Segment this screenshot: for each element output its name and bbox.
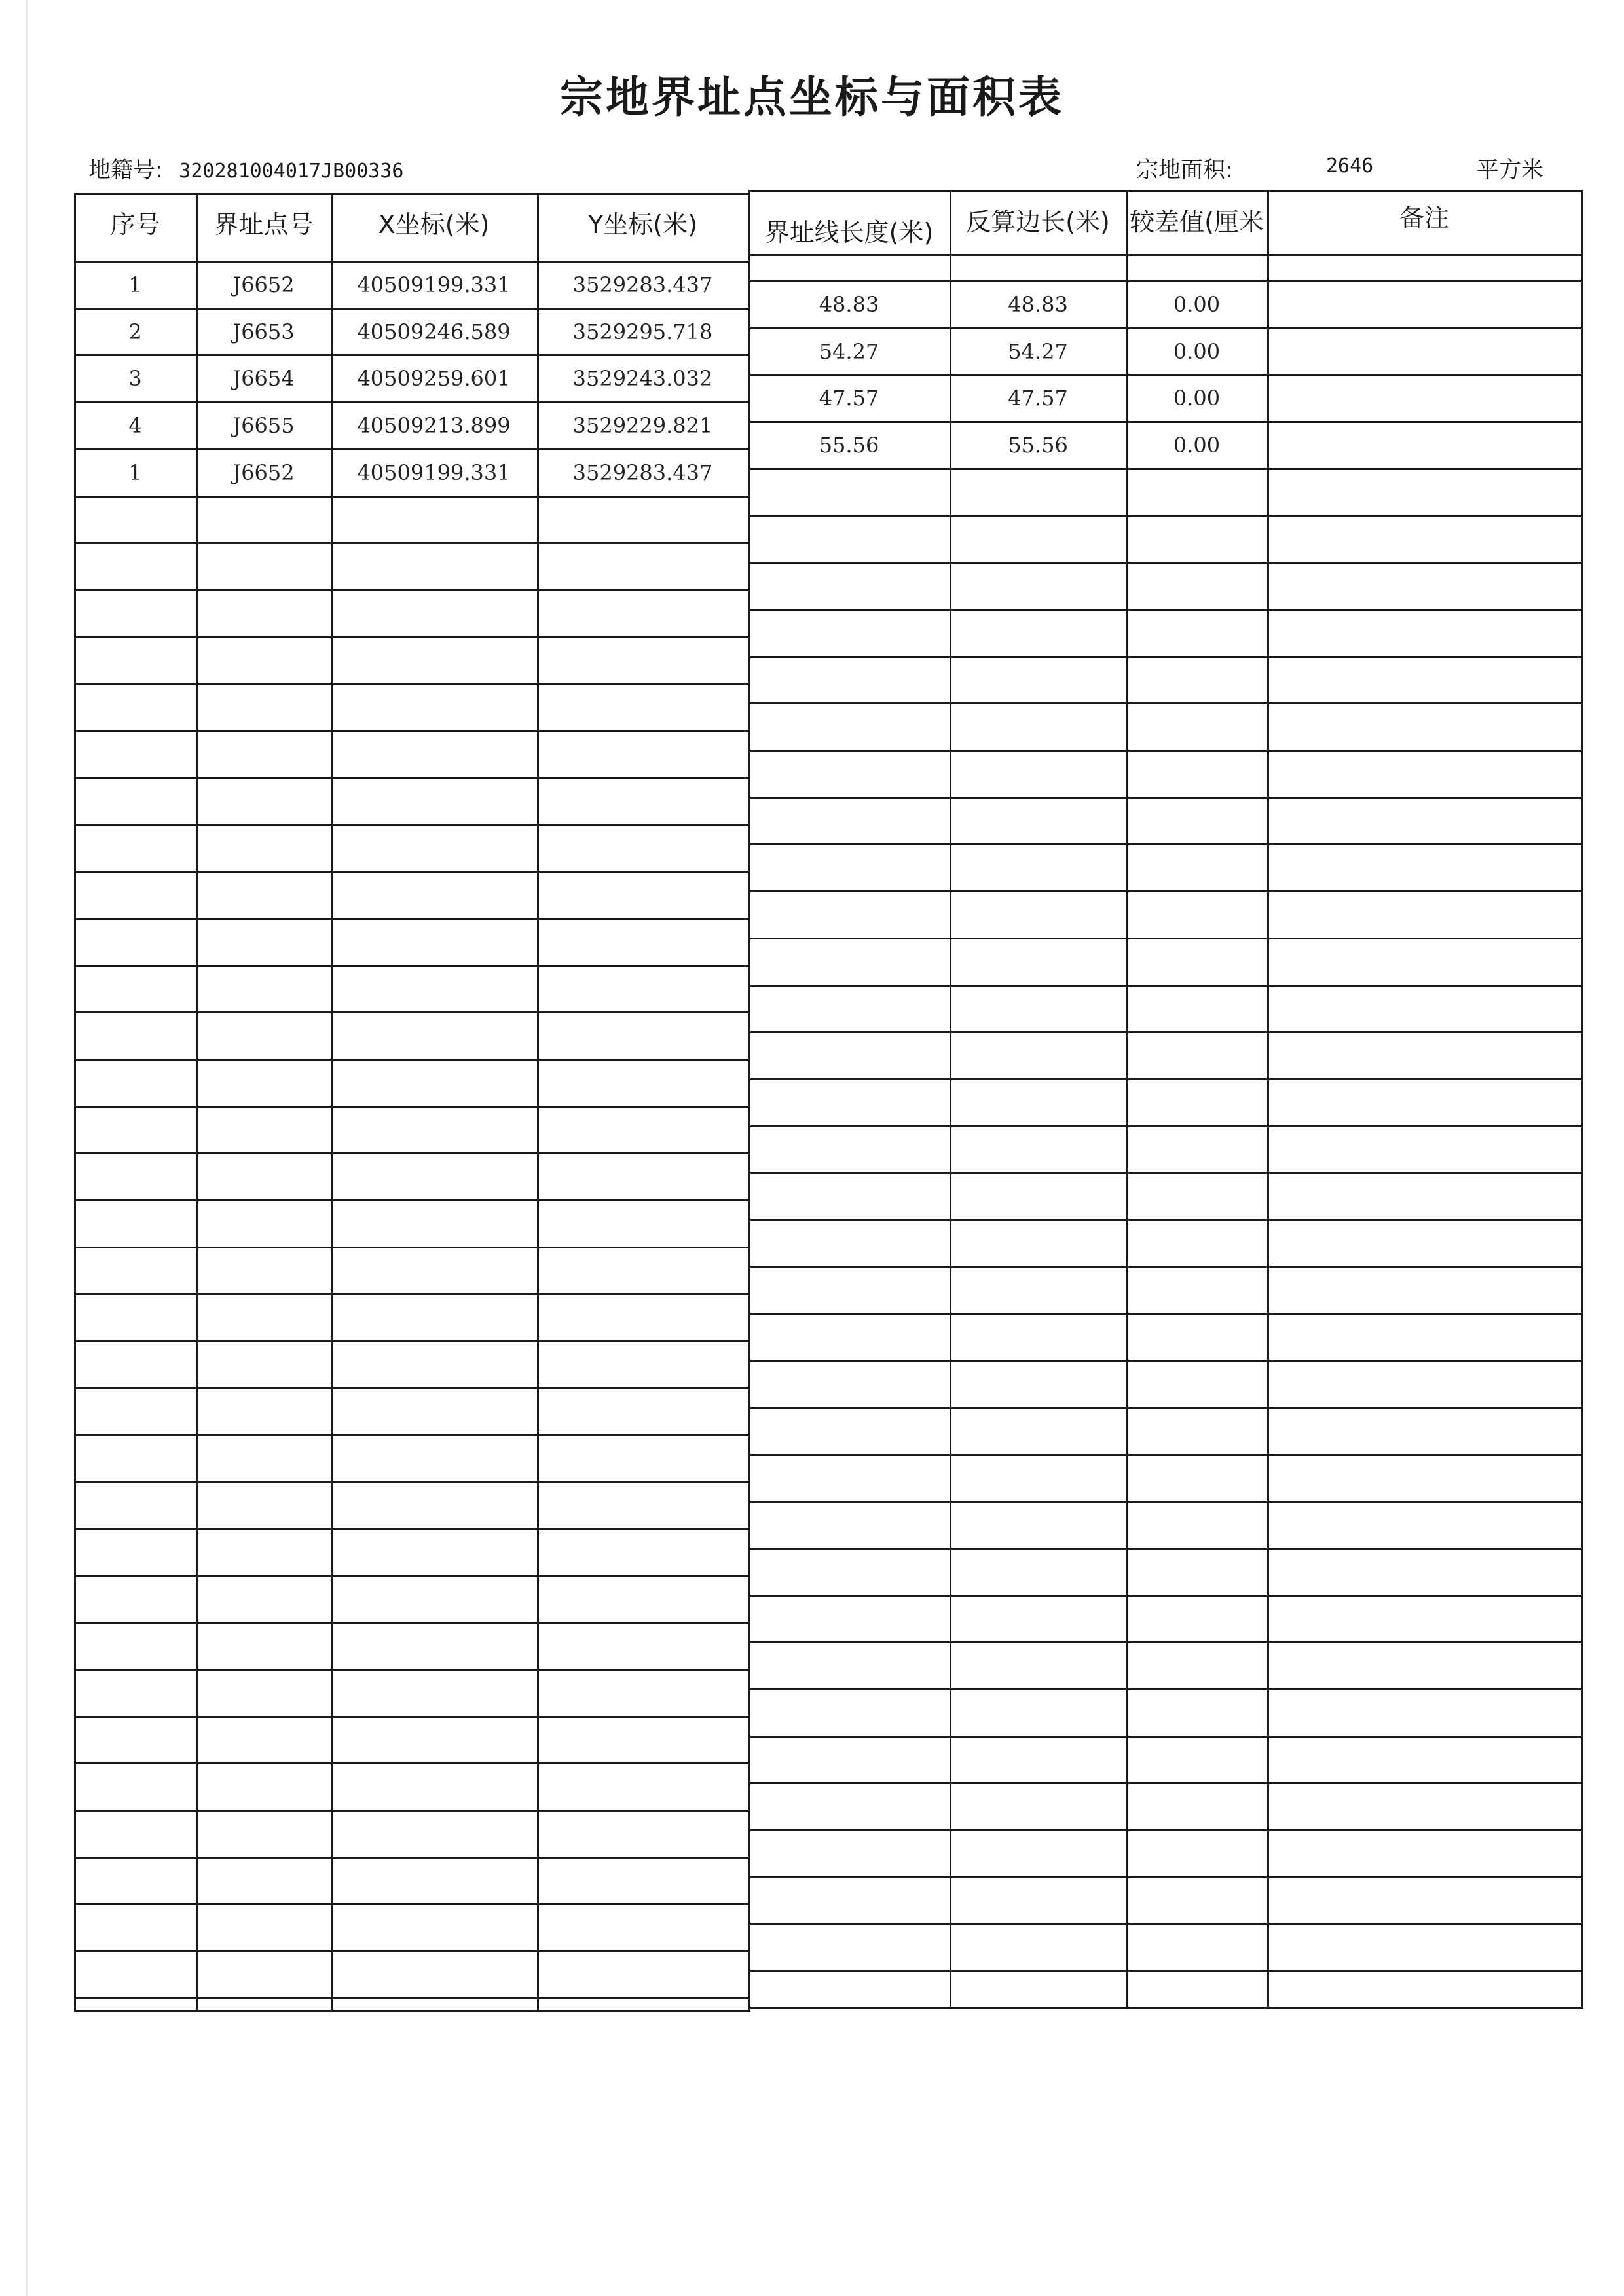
column-header: Y坐标(米) — [588, 210, 697, 239]
table-row-divider — [74, 1575, 748, 1577]
table-cell: 1 — [128, 460, 142, 485]
table-row-divider — [74, 1152, 748, 1154]
table-row-divider — [74, 1387, 748, 1389]
table-row-divider — [748, 280, 1581, 282]
table-row-divider — [748, 468, 1581, 470]
table-row-divider — [748, 1125, 1581, 1127]
table-row-divider — [74, 1293, 748, 1295]
table-row-divider — [74, 730, 748, 732]
table-row-divider — [74, 1950, 748, 1952]
table-cell: 0.00 — [1173, 386, 1221, 410]
table-cell: J6652 — [232, 272, 295, 297]
table-row-divider — [748, 656, 1581, 658]
table-row-divider — [74, 1762, 748, 1764]
column-header: 界址线长度(米) — [764, 218, 934, 247]
table-row-divider — [748, 1829, 1581, 1831]
table-cell: J6652 — [232, 460, 295, 485]
table-row-divider — [74, 542, 748, 544]
table-row-divider — [74, 1903, 748, 1905]
table-row-divider — [74, 1669, 748, 1671]
table-row-divider — [748, 1736, 1581, 1738]
table-cell: 0.00 — [1173, 292, 1221, 317]
table-row-divider — [748, 938, 1581, 939]
table-row-divider — [74, 1857, 748, 1859]
table-row-divider — [74, 1622, 748, 1624]
column-header: 备注 — [1399, 204, 1449, 232]
table-row-divider — [74, 1059, 748, 1061]
table-cell: 47.57 — [1008, 386, 1068, 410]
table-cell: 3 — [128, 366, 142, 391]
table-row-divider — [74, 401, 748, 403]
table-row-divider — [748, 1970, 1581, 1972]
table-row-divider — [748, 797, 1581, 799]
table-row-divider — [748, 515, 1581, 517]
table-row-divider — [748, 609, 1581, 611]
table-row-divider — [74, 448, 748, 450]
table-cell: 3529283.437 — [572, 272, 713, 297]
table-row-divider — [74, 965, 748, 967]
table-row-divider — [74, 308, 748, 310]
column-header: 较差值(厘米 — [1130, 208, 1264, 236]
table-row-divider — [748, 843, 1581, 845]
column-header: 界址点号 — [213, 210, 314, 239]
table-border-top — [74, 193, 748, 195]
parcel-area-unit: 平方米 — [1477, 157, 1543, 183]
table-row-divider — [74, 824, 748, 826]
table-border-top — [748, 190, 1581, 192]
table-cell: J6655 — [232, 413, 295, 438]
table-column-divider — [1267, 190, 1269, 2009]
table-cell: 0.00 — [1173, 433, 1221, 458]
table-row-divider — [74, 1247, 748, 1248]
table-header-divider — [74, 261, 748, 263]
table-row-divider — [748, 1078, 1581, 1080]
table-header-divider — [748, 254, 1581, 256]
table-cell: 1 — [128, 272, 142, 297]
table-cell: 54.27 — [1008, 339, 1068, 364]
table-row-divider — [748, 1360, 1581, 1362]
table-row-divider — [748, 421, 1581, 423]
parcel-id-value: 320281004017JB00336 — [179, 160, 404, 183]
table-cell: 48.83 — [1008, 292, 1068, 317]
table-row-divider — [74, 1340, 748, 1342]
table-row-divider — [748, 702, 1581, 704]
table-cell: 40509199.331 — [357, 272, 511, 297]
table-cell: 3529283.437 — [572, 460, 713, 485]
table-row-divider — [748, 1595, 1581, 1597]
table-row-divider — [748, 562, 1581, 564]
table-cell: 40509199.331 — [357, 460, 511, 485]
table-row-divider — [74, 777, 748, 779]
table-row-divider — [74, 871, 748, 873]
table-row-divider — [74, 683, 748, 685]
table-cell: J6654 — [232, 366, 295, 391]
table-cell: 3529229.821 — [572, 413, 713, 438]
table-row-divider — [748, 1641, 1581, 1643]
table-row-divider — [748, 1548, 1581, 1550]
table-row-divider — [748, 1407, 1581, 1409]
page-title: 宗地界址点坐标与面积表 — [560, 72, 1064, 122]
table-row-divider — [74, 1716, 748, 1718]
table-border-bottom — [748, 2007, 1581, 2009]
table-row-divider — [748, 1219, 1581, 1221]
table-row-divider — [74, 636, 748, 638]
table-cell: 48.83 — [819, 292, 879, 317]
table-row-divider — [74, 1997, 748, 1999]
table-cell: 3529295.718 — [572, 319, 713, 344]
table-column-divider — [1126, 190, 1128, 2009]
column-header: X坐标(米) — [378, 210, 490, 239]
table-row-divider — [74, 1481, 748, 1483]
table-row-divider — [748, 1313, 1581, 1315]
table-cell: 4 — [128, 413, 142, 438]
table-row-divider — [748, 1688, 1581, 1690]
table-row-divider — [748, 1454, 1581, 1456]
table-row-divider — [74, 1011, 748, 1013]
table-cell: 55.56 — [819, 433, 879, 458]
table-row-divider — [74, 1810, 748, 1812]
table-cell: 55.56 — [1008, 433, 1068, 458]
table-row-divider — [748, 1501, 1581, 1503]
table-row-divider — [748, 1923, 1581, 1925]
table-row-divider — [748, 1782, 1581, 1784]
table-row-divider — [748, 1876, 1581, 1878]
table-cell: J6653 — [232, 319, 295, 344]
table-cell: 0.00 — [1173, 339, 1221, 364]
table-row-divider — [74, 1528, 748, 1530]
table-cell: 54.27 — [819, 339, 879, 364]
parcel-id — [88, 152, 403, 184]
scan-margin-line — [26, 0, 28, 2296]
table-border-bottom — [74, 2010, 748, 2012]
table-row-divider — [74, 918, 748, 920]
table-row-divider — [748, 1172, 1581, 1174]
table-row-divider — [748, 985, 1581, 987]
table-cell: 3529243.032 — [572, 366, 713, 391]
table-row-divider — [748, 1266, 1581, 1268]
table-row-divider — [74, 589, 748, 591]
table-cell: 40509246.589 — [357, 319, 511, 344]
table-column-divider — [748, 190, 750, 2009]
table-row-divider — [748, 327, 1581, 329]
table-cell: 47.57 — [819, 386, 879, 410]
column-header: 反算边长(米) — [966, 208, 1110, 236]
column-header: 序号 — [110, 210, 160, 239]
table-row-divider — [748, 1031, 1581, 1033]
parcel-id-label: 地籍号: — [88, 157, 163, 183]
table-row-divider — [74, 496, 748, 498]
parcel-area-label: 宗地面积: — [1136, 157, 1233, 183]
table-cell: 2 — [128, 319, 142, 344]
parcel-area-value: 2646 — [1326, 155, 1374, 177]
table-row-divider — [748, 750, 1581, 752]
table-row-divider — [74, 354, 748, 356]
table-border-right — [1581, 190, 1583, 2009]
table-row-divider — [74, 1106, 748, 1108]
table-cell: 40509213.899 — [357, 413, 511, 438]
table-row-divider — [748, 374, 1581, 376]
table-row-divider — [74, 1434, 748, 1436]
table-row-divider — [748, 890, 1581, 892]
table-column-divider — [950, 190, 951, 2009]
table-cell: 40509259.601 — [357, 366, 511, 391]
table-row-divider — [74, 1199, 748, 1201]
